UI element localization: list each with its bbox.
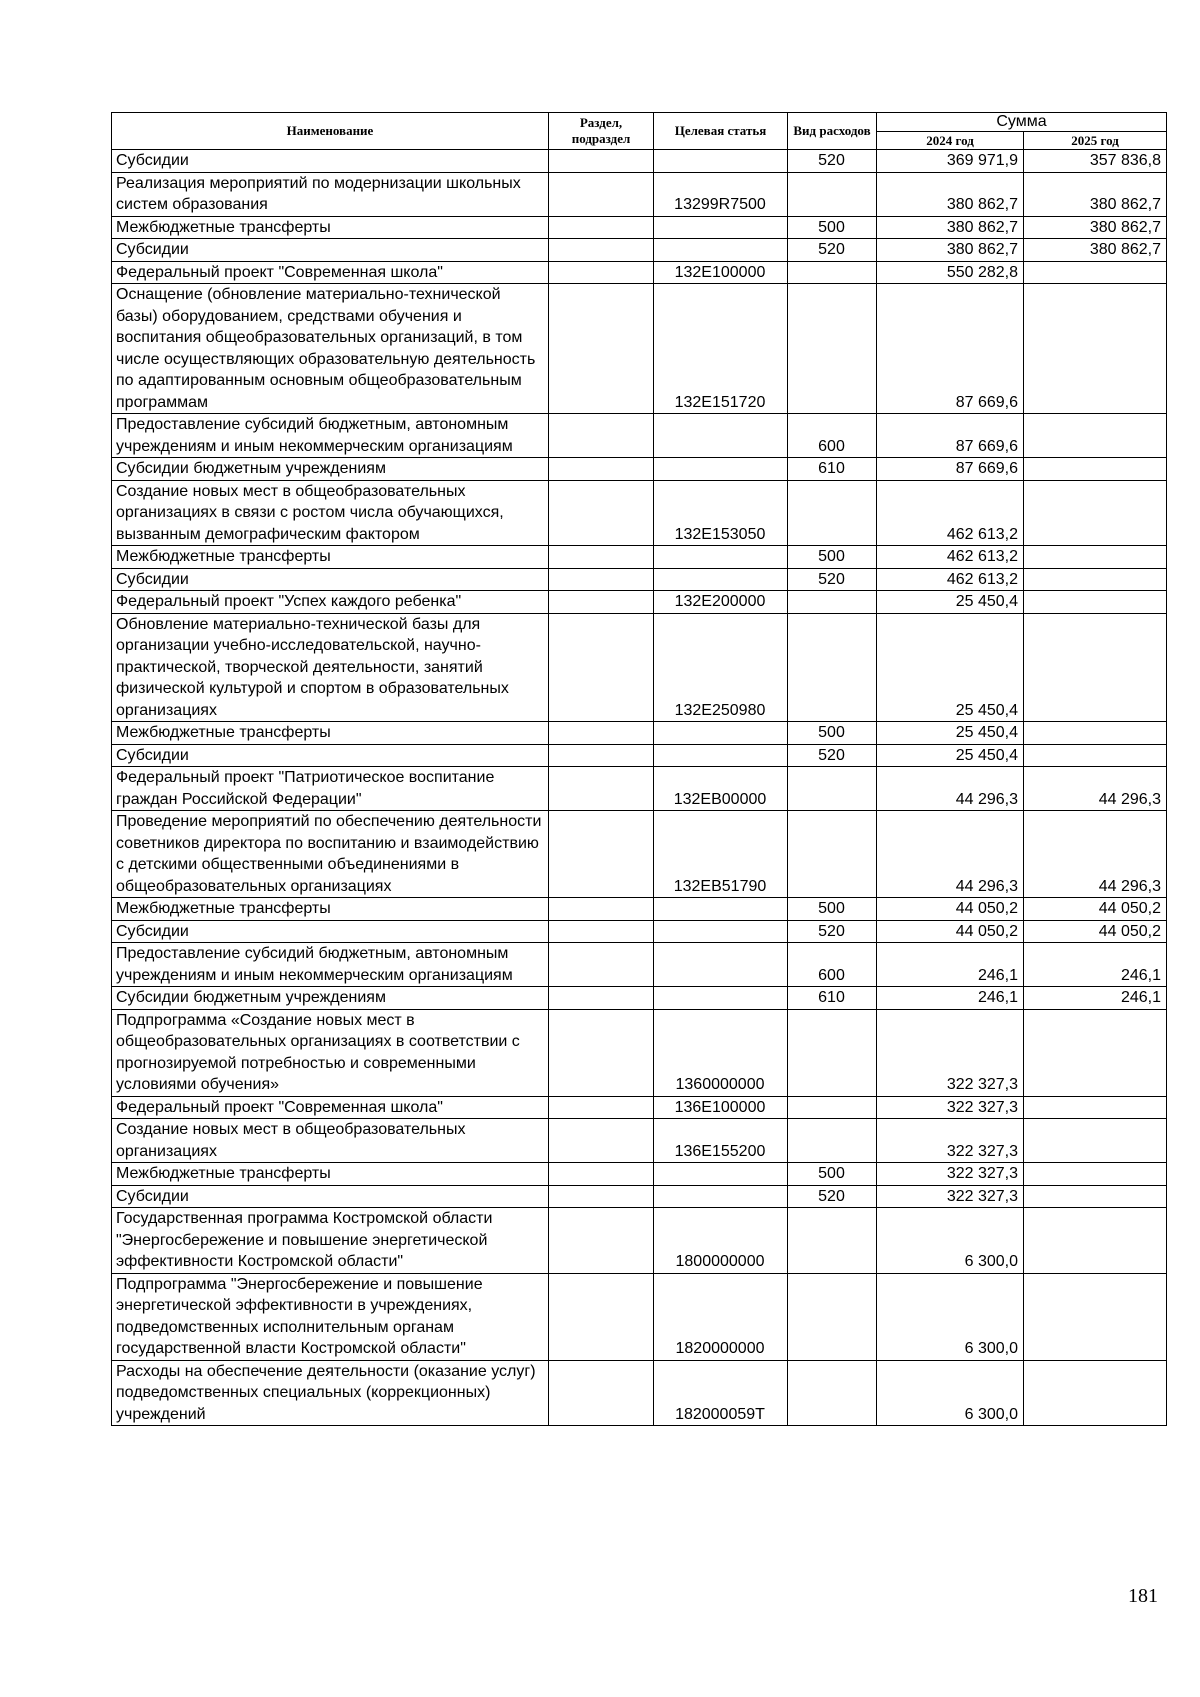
table-row	[112, 1163, 1167, 1186]
cell-sum-2024: 380 862,7	[877, 172, 1024, 216]
cell-section	[549, 239, 654, 262]
cell-kind	[788, 1360, 877, 1426]
cell-name: Федеральный проект "Успех каждого ребенка"	[112, 591, 549, 614]
cell-target: 1360000000	[654, 1009, 788, 1096]
cell-sum-2025	[1024, 261, 1167, 284]
cell-kind	[788, 1273, 877, 1360]
cell-sum-2025	[1024, 1009, 1167, 1096]
cell-name: Субсидии бюджетным учреждениям	[112, 458, 549, 481]
cell-target: 132E153050	[654, 480, 788, 546]
cell-name: Федеральный проект "Современная школа"	[112, 261, 549, 284]
table-header	[112, 113, 1167, 150]
cell-sum-2024: 87 669,6	[877, 284, 1024, 414]
table-row	[112, 1185, 1167, 1208]
cell-kind	[788, 261, 877, 284]
cell-name: Расходы на обеспечение деятельности (оказание услуг) подведомственных специальных (коррекционных) учреждений	[112, 1360, 549, 1426]
cell-kind	[788, 591, 877, 614]
cell-target: 132E151720	[654, 284, 788, 414]
cell-section	[549, 744, 654, 767]
cell-sum-2025	[1024, 568, 1167, 591]
page-number: 181	[1128, 1585, 1158, 1607]
header-year-2025: 2025 год	[1024, 132, 1167, 150]
table-row	[112, 722, 1167, 745]
table-row	[112, 480, 1167, 546]
cell-kind	[788, 1096, 877, 1119]
cell-sum-2025: 44 050,2	[1024, 920, 1167, 943]
cell-kind: 500	[788, 898, 877, 921]
cell-target	[654, 943, 788, 987]
table-row	[112, 767, 1167, 811]
cell-sum-2025	[1024, 414, 1167, 458]
table-row	[112, 920, 1167, 943]
cell-name: Субсидии	[112, 744, 549, 767]
table-row	[112, 744, 1167, 767]
cell-sum-2024: 44 296,3	[877, 767, 1024, 811]
cell-sum-2025: 246,1	[1024, 943, 1167, 987]
table-row	[112, 546, 1167, 569]
cell-kind: 520	[788, 568, 877, 591]
cell-sum-2025: 380 862,7	[1024, 239, 1167, 262]
cell-kind: 520	[788, 1185, 877, 1208]
budget-table-container	[111, 112, 1166, 1426]
cell-sum-2025	[1024, 458, 1167, 481]
cell-kind: 610	[788, 987, 877, 1010]
cell-target	[654, 987, 788, 1010]
cell-section	[549, 1273, 654, 1360]
table-row	[112, 458, 1167, 481]
header-kind: Вид расходов	[788, 113, 877, 150]
cell-name: Государственная программа Костромской области "Энергосбережение и повышение энергетической эффективности Костромской области"	[112, 1208, 549, 1274]
cell-target	[654, 1163, 788, 1186]
cell-sum-2025: 246,1	[1024, 987, 1167, 1010]
header-sum: Сумма	[877, 113, 1167, 132]
cell-target	[654, 150, 788, 173]
cell-name: Подпрограмма "Энергосбережение и повышение энергетической эффективности в учреждениях, подведомственных исполнительным органам государственной власти Костромской области"	[112, 1273, 549, 1360]
table-row	[112, 591, 1167, 614]
cell-target: 182000059Т	[654, 1360, 788, 1426]
cell-sum-2025	[1024, 613, 1167, 722]
cell-sum-2024: 6 300,0	[877, 1273, 1024, 1360]
header-section: Раздел, подраздел	[549, 113, 654, 150]
cell-sum-2024: 246,1	[877, 943, 1024, 987]
cell-kind: 520	[788, 920, 877, 943]
cell-section	[549, 1163, 654, 1186]
cell-target	[654, 920, 788, 943]
cell-sum-2024: 25 450,4	[877, 613, 1024, 722]
cell-target	[654, 546, 788, 569]
cell-section	[549, 1208, 654, 1274]
cell-sum-2024: 369 971,9	[877, 150, 1024, 173]
cell-name: Предоставление субсидий бюджетным, автономным учреждениям и иным некоммерческим организациям	[112, 943, 549, 987]
cell-sum-2024: 322 327,3	[877, 1096, 1024, 1119]
cell-kind: 600	[788, 943, 877, 987]
cell-sum-2024: 246,1	[877, 987, 1024, 1010]
cell-sum-2024: 44 050,2	[877, 920, 1024, 943]
cell-section	[549, 987, 654, 1010]
cell-name: Межбюджетные трансферты	[112, 216, 549, 239]
cell-name: Федеральный проект "Современная школа"	[112, 1096, 549, 1119]
cell-sum-2025: 380 862,7	[1024, 172, 1167, 216]
cell-sum-2025	[1024, 1360, 1167, 1426]
cell-kind	[788, 811, 877, 898]
cell-sum-2025	[1024, 546, 1167, 569]
cell-section	[549, 920, 654, 943]
cell-sum-2025	[1024, 1185, 1167, 1208]
cell-sum-2025	[1024, 480, 1167, 546]
budget-table	[111, 112, 1167, 1426]
cell-sum-2024: 25 450,4	[877, 722, 1024, 745]
cell-sum-2024: 322 327,3	[877, 1119, 1024, 1163]
cell-sum-2024: 44 296,3	[877, 811, 1024, 898]
table-row	[112, 1360, 1167, 1426]
cell-name: Субсидии	[112, 568, 549, 591]
cell-target	[654, 239, 788, 262]
cell-section	[549, 546, 654, 569]
cell-kind: 500	[788, 546, 877, 569]
cell-sum-2024: 25 450,4	[877, 591, 1024, 614]
table-row	[112, 284, 1167, 414]
cell-name: Создание новых мест в общеобразовательных организациях в связи с ростом числа обучающихся, вызванным демографическим фактором	[112, 480, 549, 546]
cell-target: 132EB00000	[654, 767, 788, 811]
cell-sum-2024: 462 613,2	[877, 568, 1024, 591]
cell-sum-2024: 87 669,6	[877, 458, 1024, 481]
cell-sum-2024: 322 327,3	[877, 1163, 1024, 1186]
cell-target: 132EB51790	[654, 811, 788, 898]
cell-section	[549, 811, 654, 898]
cell-name: Федеральный проект "Патриотическое воспитание граждан Российской Федерации"	[112, 767, 549, 811]
cell-section	[549, 284, 654, 414]
cell-target: 132E200000	[654, 591, 788, 614]
cell-target	[654, 458, 788, 481]
cell-sum-2025	[1024, 284, 1167, 414]
cell-name: Межбюджетные трансферты	[112, 898, 549, 921]
cell-kind: 500	[788, 216, 877, 239]
cell-kind	[788, 172, 877, 216]
cell-sum-2024: 322 327,3	[877, 1185, 1024, 1208]
cell-sum-2025: 44 296,3	[1024, 767, 1167, 811]
cell-sum-2024: 25 450,4	[877, 744, 1024, 767]
cell-target: 136E100000	[654, 1096, 788, 1119]
table-row	[112, 568, 1167, 591]
cell-name: Межбюджетные трансферты	[112, 1163, 549, 1186]
cell-name: Субсидии	[112, 150, 549, 173]
cell-sum-2025: 380 862,7	[1024, 216, 1167, 239]
cell-target	[654, 722, 788, 745]
table-row	[112, 987, 1167, 1010]
table-row	[112, 1208, 1167, 1274]
cell-sum-2025: 44 050,2	[1024, 898, 1167, 921]
cell-sum-2024: 6 300,0	[877, 1208, 1024, 1274]
cell-kind: 610	[788, 458, 877, 481]
cell-kind	[788, 767, 877, 811]
cell-sum-2024: 322 327,3	[877, 1009, 1024, 1096]
cell-name: Субсидии	[112, 1185, 549, 1208]
cell-section	[549, 767, 654, 811]
cell-name: Проведение мероприятий по обеспечению деятельности советников директора по воспитанию и взаимодействию с детскими общественными объединениями в общеобразовательных организациях	[112, 811, 549, 898]
cell-kind	[788, 613, 877, 722]
cell-section	[549, 722, 654, 745]
cell-section	[549, 943, 654, 987]
cell-name: Создание новых мест в общеобразовательных организациях	[112, 1119, 549, 1163]
cell-sum-2025	[1024, 591, 1167, 614]
cell-sum-2025	[1024, 1208, 1167, 1274]
table-body	[112, 150, 1167, 1426]
cell-sum-2024: 462 613,2	[877, 546, 1024, 569]
cell-section	[549, 568, 654, 591]
cell-section	[549, 898, 654, 921]
table-row	[112, 898, 1167, 921]
cell-name: Субсидии бюджетным учреждениям	[112, 987, 549, 1010]
cell-target	[654, 1185, 788, 1208]
cell-sum-2025: 44 296,3	[1024, 811, 1167, 898]
table-row	[112, 414, 1167, 458]
cell-kind	[788, 1009, 877, 1096]
cell-sum-2024: 87 669,6	[877, 414, 1024, 458]
cell-name: Реализация мероприятий по модернизации школьных систем образования	[112, 172, 549, 216]
cell-sum-2024: 6 300,0	[877, 1360, 1024, 1426]
cell-section	[549, 216, 654, 239]
cell-section	[549, 261, 654, 284]
cell-target	[654, 216, 788, 239]
table-row	[112, 150, 1167, 173]
cell-section	[549, 480, 654, 546]
cell-kind	[788, 284, 877, 414]
cell-target	[654, 898, 788, 921]
cell-target: 1820000000	[654, 1273, 788, 1360]
cell-name: Подпрограмма «Создание новых мест в общеобразовательных организациях в соответствии с прогнозируемой потребностью и современными условиями обучения»	[112, 1009, 549, 1096]
cell-target: 132E100000	[654, 261, 788, 284]
cell-sum-2025	[1024, 1119, 1167, 1163]
table-row	[112, 1119, 1167, 1163]
cell-sum-2024: 462 613,2	[877, 480, 1024, 546]
cell-sum-2025	[1024, 1163, 1167, 1186]
cell-section	[549, 1360, 654, 1426]
cell-sum-2025	[1024, 722, 1167, 745]
cell-kind: 500	[788, 722, 877, 745]
cell-name: Межбюджетные трансферты	[112, 546, 549, 569]
cell-kind	[788, 1119, 877, 1163]
cell-section	[549, 613, 654, 722]
table-row	[112, 261, 1167, 284]
cell-sum-2025: 357 836,8	[1024, 150, 1167, 173]
cell-sum-2024: 380 862,7	[877, 239, 1024, 262]
cell-sum-2025	[1024, 1096, 1167, 1119]
cell-name: Субсидии	[112, 239, 549, 262]
cell-name: Межбюджетные трансферты	[112, 722, 549, 745]
cell-kind: 600	[788, 414, 877, 458]
cell-section	[549, 458, 654, 481]
cell-kind	[788, 480, 877, 546]
header-year-2024: 2024 год	[877, 132, 1024, 150]
cell-target: 136E155200	[654, 1119, 788, 1163]
cell-sum-2024: 550 282,8	[877, 261, 1024, 284]
table-row	[112, 1273, 1167, 1360]
cell-name: Субсидии	[112, 920, 549, 943]
cell-sum-2024: 44 050,2	[877, 898, 1024, 921]
cell-section	[549, 1009, 654, 1096]
table-row	[112, 172, 1167, 216]
cell-target	[654, 414, 788, 458]
cell-target	[654, 568, 788, 591]
cell-kind	[788, 1208, 877, 1274]
cell-section	[549, 1185, 654, 1208]
cell-name: Обновление материально-технической базы для организации учебно-исследовательской, научно-практической, творческой деятельности, занятий физической культурой и спортом в образовательных организациях	[112, 613, 549, 722]
table-row	[112, 1009, 1167, 1096]
cell-sum-2025	[1024, 1273, 1167, 1360]
cell-kind: 520	[788, 744, 877, 767]
table-row	[112, 943, 1167, 987]
cell-target: 13299R7500	[654, 172, 788, 216]
cell-sum-2025	[1024, 744, 1167, 767]
cell-kind: 500	[788, 1163, 877, 1186]
cell-target	[654, 744, 788, 767]
header-name: Наименование	[112, 113, 549, 150]
cell-section	[549, 172, 654, 216]
cell-sum-2024: 380 862,7	[877, 216, 1024, 239]
cell-section	[549, 414, 654, 458]
table-row	[112, 216, 1167, 239]
table-row	[112, 1096, 1167, 1119]
header-target: Целевая статья	[654, 113, 788, 150]
cell-section	[549, 591, 654, 614]
table-row	[112, 811, 1167, 898]
cell-section	[549, 1096, 654, 1119]
cell-section	[549, 1119, 654, 1163]
cell-name: Предоставление субсидий бюджетным, автономным учреждениям и иным некоммерческим организациям	[112, 414, 549, 458]
table-row	[112, 613, 1167, 722]
cell-kind: 520	[788, 150, 877, 173]
cell-name: Оснащение (обновление материально-технической базы) оборудованием, средствами обучения и воспитания общеобразовательных организаций, в том числе осуществляющих образовательную деятельность по адаптированным основным общеобразовательным программам	[112, 284, 549, 414]
cell-target: 1800000000	[654, 1208, 788, 1274]
table-row	[112, 239, 1167, 262]
cell-kind: 520	[788, 239, 877, 262]
cell-target: 132E250980	[654, 613, 788, 722]
cell-section	[549, 150, 654, 173]
